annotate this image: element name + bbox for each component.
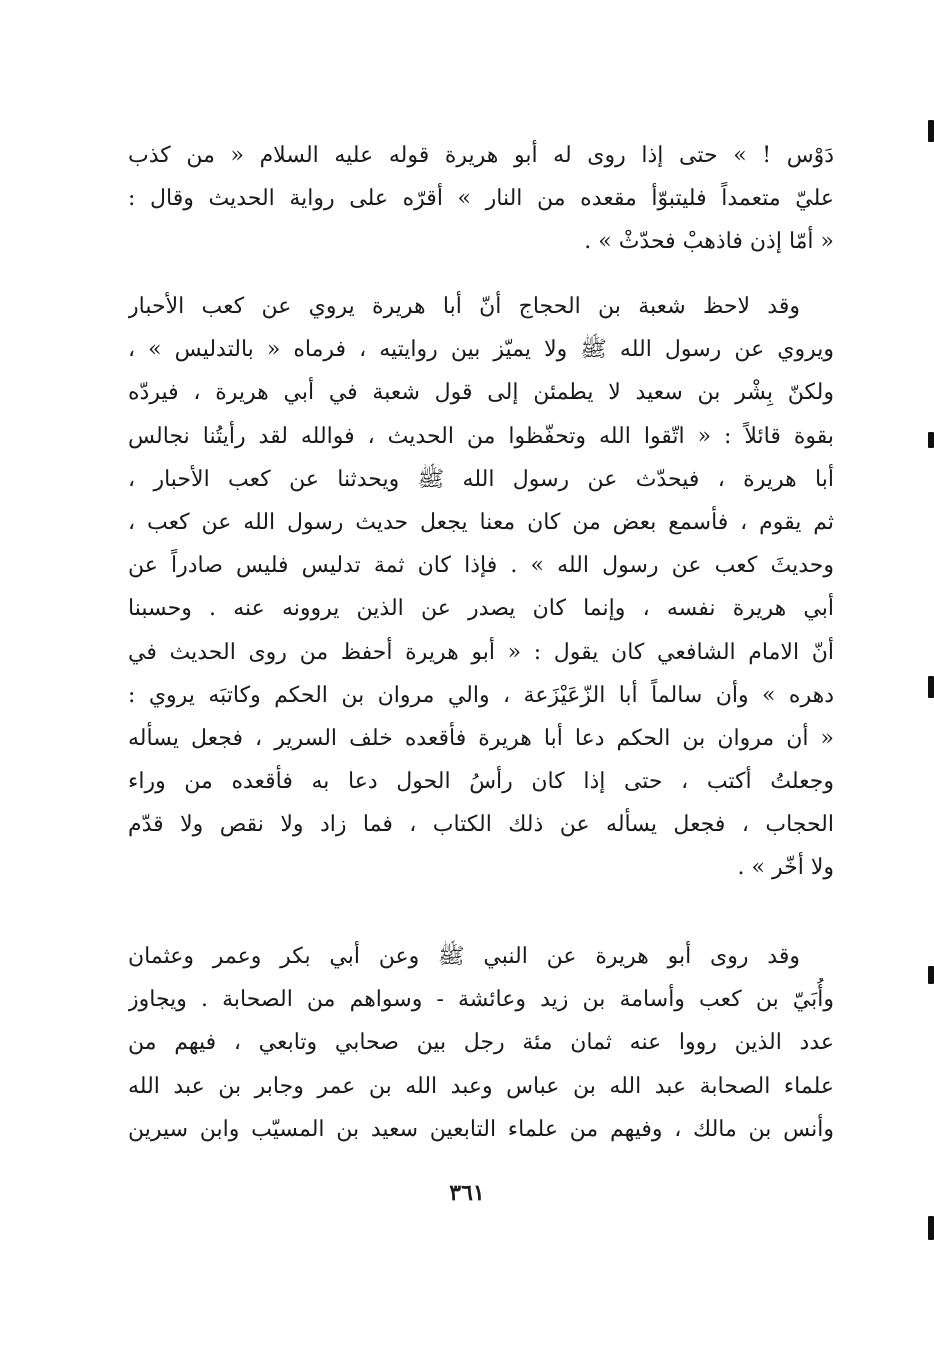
scan-edge-mark [928, 120, 934, 142]
text-line: أبا هريرة ، فيحدّث عن رسول الله ﷺ ويحدثنا عن كعب الأحبار ، [128, 466, 834, 492]
text-line: وأُبَيّ بن كعب وأسامة بن زيد وعائشة - وسواهم من الصحابة . ويجاوز [128, 987, 834, 1013]
text-line: وقد روى أبو هريرة عن النبي ﷺ وعن أبي بكر وعمر وعثمان [128, 944, 800, 969]
text-line: علماء الصحابة عبد الله بن عباس وعبد الله بن عمر وجابر بن عبد الله [128, 1073, 834, 1099]
text-line: الحجاب ، فجعل يسأله عن ذلك الكتاب ، فما زاد ولا نقص ولا قدّم [128, 812, 834, 838]
text-line: ثم يقوم ، فأسمع بعض من كان معنا يجعل حديث رسول الله عن كعب ، [128, 509, 834, 535]
text-line: دهره » وأن سالماً أبا الزّعَيْزَعة ، والي مروان بن الحكم وكاتبَه يروي : [128, 682, 834, 708]
text-line: عليّ متعمداً فليتبوّأ مقعده من النار » أقرّه على رواية الحديث وقال : [128, 186, 834, 212]
text-line: وأنس بن مالك ، وفيهم من علماء التابعين سعيد بن المسيّب وابن سيرين [128, 1116, 834, 1142]
text-line: ويروي عن رسول الله ﷺ ولا يميّز بين روايتيه ، فرماه « بالتدليس » ، [128, 337, 834, 363]
text-line: ولا أخّر » . [737, 855, 834, 881]
scan-edge-mark [928, 1216, 934, 1240]
page-number: ٣٦١ [449, 1180, 485, 1206]
text-line: عدد الذين رووا عنه ثمان مئة رجل بين صحابي وتابعي ، فيهم من [128, 1030, 834, 1056]
text-line: « أن مروان بن الحكم دعا أبا هريرة فأقعده خلف السرير ، فجعل يسأله [128, 725, 834, 751]
text-line: بقوة قائلاً : « اتّقوا الله وتحفّظوا من الحديث ، فوالله لقد رأيتُنا نجالس [128, 423, 834, 449]
text-line: أنّ الامام الشافعي كان يقول : « أبو هريرة أحفظ من روى الحديث في [128, 639, 834, 665]
paragraph-3 [128, 935, 834, 1151]
paragraph-2 [128, 285, 834, 890]
text-line: « أمّا إذن فاذهبْ فحدّثْ » . [584, 229, 834, 255]
text-line: وقد لاحظ شعبة بن الحجاج أنّ أبا هريرة يروي عن كعب الأحبار [128, 294, 800, 319]
scan-edge-mark [928, 966, 934, 984]
text-line: وحديثَ كعب عن رسول الله » . فإذا كان ثمة تدليس فليس صادراً عن [128, 553, 834, 579]
text-line: دَوْس ! » حتى إذا روى له أبو هريرة قوله عليه السلام « من كذب [128, 143, 834, 168]
paragraph-1 [128, 134, 834, 264]
text-line: ولكنّ بِشْر بن سعيد لا يطمئن إلى قول شعبة في أبي هريرة ، فيردّه [128, 380, 834, 406]
text-line: أبي هريرة نفسه ، وإنما كان يصدر عن الذين يروونه عنه . وحسبنا [128, 596, 834, 622]
scan-edge-mark [928, 432, 934, 448]
scan-edge-mark [928, 676, 934, 698]
text-line: وجعلتُ أكتب ، حتى إذا كان رأسُ الحول دعا به فأقعده من وراء [128, 769, 834, 795]
